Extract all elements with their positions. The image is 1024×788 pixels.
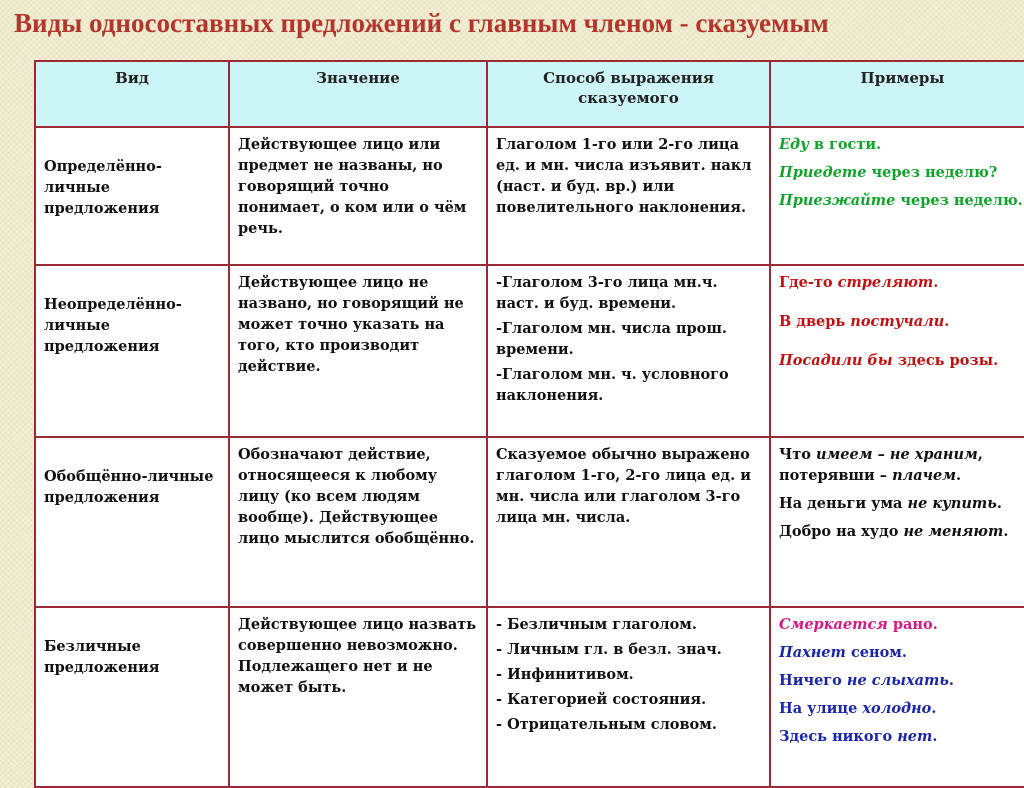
example-line: Приедете через неделю? xyxy=(779,164,998,181)
kind-cell: Определённо-личные предложения xyxy=(35,127,229,265)
means-line: -Глаголом мн. числа прош. времени. xyxy=(496,320,727,358)
sentence-types-table xyxy=(34,60,1024,788)
example-line: Ничего не слыхать. xyxy=(779,672,954,689)
example-line: В дверь постучали. xyxy=(779,313,950,330)
examples-cell xyxy=(770,437,1024,607)
means-cell xyxy=(487,127,770,265)
means-cell xyxy=(487,437,770,607)
kind-cell: Обобщённо-личные предложения xyxy=(35,437,229,607)
means-line: - Личным гл. в безл. знач. xyxy=(496,641,722,658)
table-row xyxy=(35,607,1024,787)
example-line: На деньги ума не купить. xyxy=(779,495,1002,512)
example-line: Здесь никого нет. xyxy=(779,728,938,745)
header-row xyxy=(35,61,1024,127)
means-line: Сказуемое обычно выражено глаголом 1-го, 2-го лица ед. и мн. числа или глаголом 3-го лица мн. числа. xyxy=(496,446,751,526)
header-means xyxy=(487,61,770,127)
example-line: Посадили бы здесь розы. xyxy=(779,352,999,369)
example-line: Где-то стреляют. xyxy=(779,274,939,291)
header-means-line1: Способ выражения xyxy=(543,69,714,87)
page-title: Виды односоставных предложений с главным членом - сказуемым xyxy=(14,8,829,38)
header-kind: Вид xyxy=(35,61,229,127)
means-line: - Инфинитивом. xyxy=(496,666,634,683)
example-line: Пахнет сеном. xyxy=(779,644,907,661)
means-line: - Категорией состояния. xyxy=(496,691,707,708)
header-meaning: Значение xyxy=(229,61,487,127)
header-examples: Примеры xyxy=(770,61,1024,127)
means-cell xyxy=(487,265,770,437)
kind-cell: Неопределённо-личные предложения xyxy=(35,265,229,437)
kind-cell: Безличные предложения xyxy=(35,607,229,787)
example-line: Добро на худо не меняют. xyxy=(779,523,1009,540)
examples-cell xyxy=(770,607,1024,787)
table-row xyxy=(35,437,1024,607)
meaning-cell: Действующее лицо или предмет не названы, но говорящий точно понимает, о ком или о чём речь. xyxy=(229,127,487,265)
meaning-cell: Действующее лицо назвать совершенно невозможно. Подлежащего нет и не может быть. xyxy=(229,607,487,787)
means-line: - Безличным глаголом. xyxy=(496,616,697,633)
examples-cell xyxy=(770,265,1024,437)
example-line: Приезжайте через неделю. xyxy=(779,192,1023,209)
means-cell xyxy=(487,607,770,787)
meaning-cell: Обозначают действие, относящееся к любому лицу (ко всем людям вообще). Действующее лицо мыслится обобщённо. xyxy=(229,437,487,607)
header-means-line2: сказуемого xyxy=(578,89,679,107)
means-line: -Глаголом мн. ч. условного наклонения. xyxy=(496,366,729,404)
example-line: Что имеем – не храним, потерявши – плачем. xyxy=(779,446,983,484)
meaning-cell: Действующее лицо не названо, но говорящий не может точно указать на того, кто производит действие. xyxy=(229,265,487,437)
example-line: Еду в гости. xyxy=(779,136,882,153)
examples-cell xyxy=(770,127,1024,265)
table-row xyxy=(35,127,1024,265)
example-line: На улице холодно. xyxy=(779,700,937,717)
example-line: Смеркается рано. xyxy=(779,616,938,633)
table-row xyxy=(35,265,1024,437)
means-line: Глаголом 1-го или 2-го лица ед. и мн. числа изъявит. накл (наст. и буд. вр.) или повелительного наклонения. xyxy=(496,136,752,216)
means-line: -Глаголом 3-го лица мн.ч. наст. и буд. времени. xyxy=(496,274,718,312)
means-line: - Отрицательным словом. xyxy=(496,716,717,733)
